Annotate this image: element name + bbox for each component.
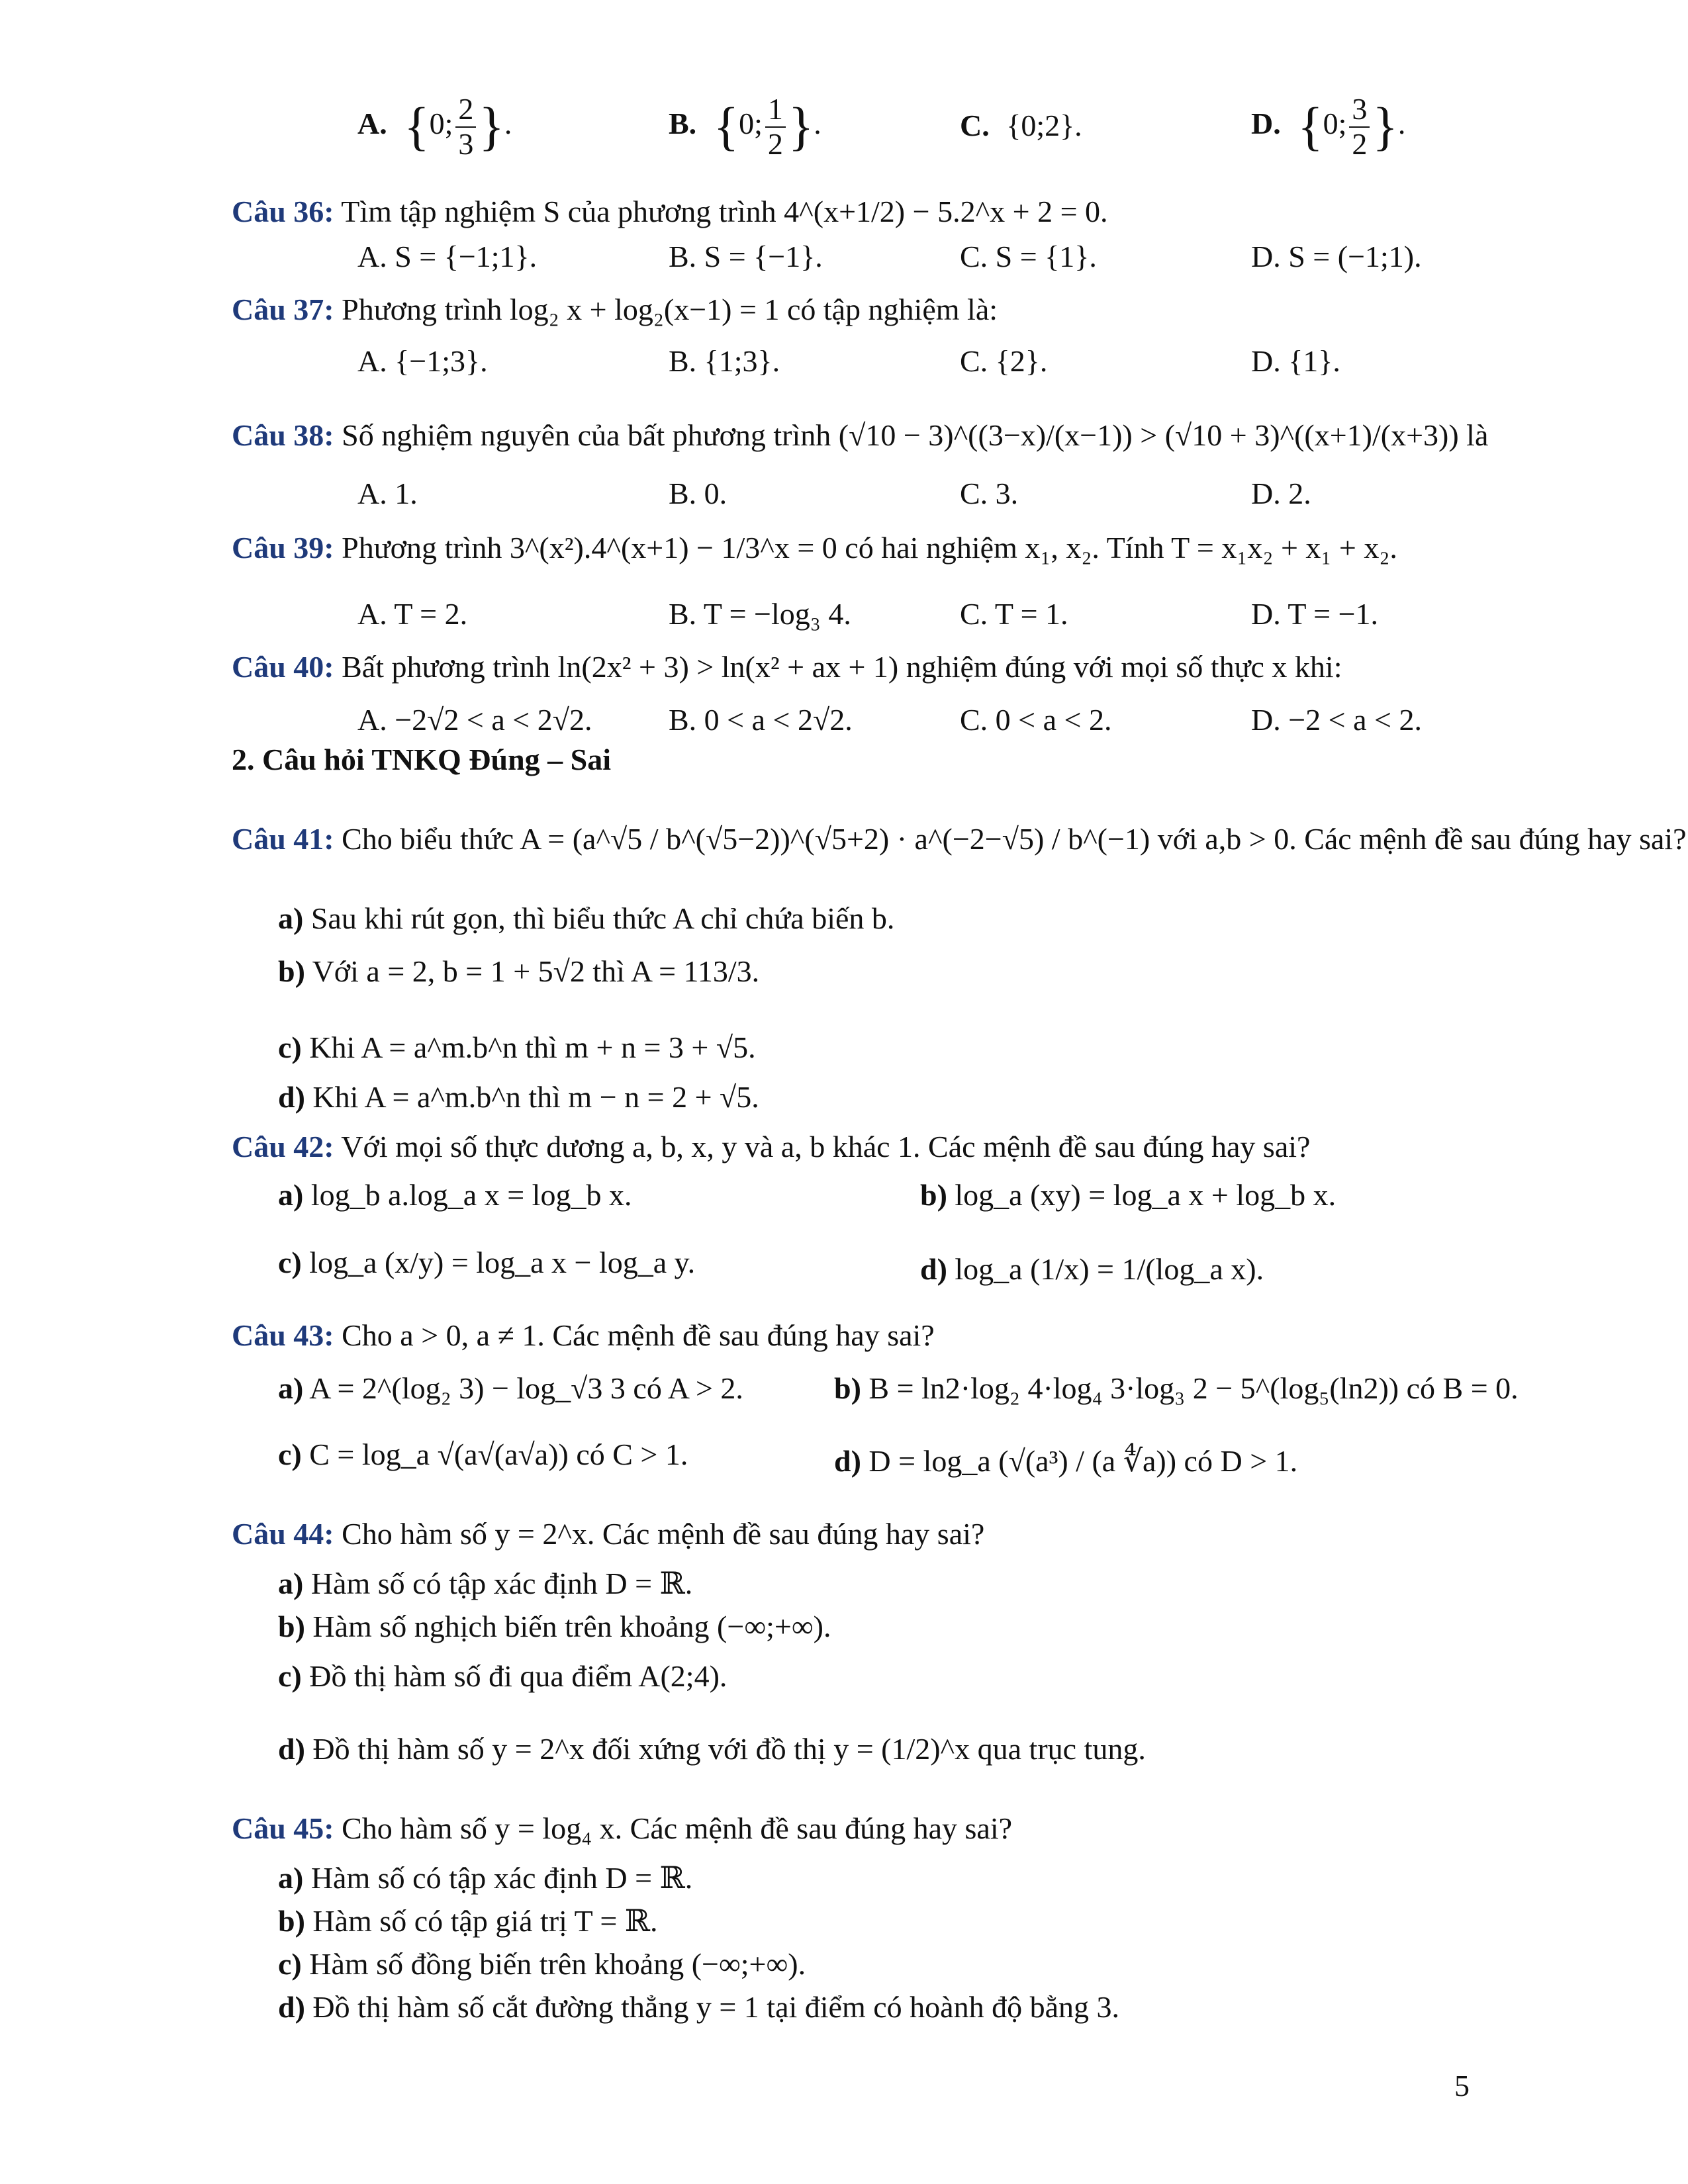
q37-option-b: B. {1;3}.: [669, 344, 780, 378]
q43-c-label: c): [278, 1437, 302, 1471]
q35-a-letter: A.: [357, 107, 387, 141]
q45-statement-d: Đồ thị hàm số cắt đường thẳng y = 1 tại điểm có hoành độ bằng 3.: [312, 1990, 1120, 2024]
q39-option-b: B. T = −log₃ 4.: [669, 597, 851, 631]
q44-c-label: c): [278, 1659, 302, 1693]
q43-b-label: b): [834, 1371, 861, 1405]
q35-options: [357, 93, 512, 161]
q37-option-d: D. {1}.: [1251, 344, 1340, 378]
q40-option-c: C. 0 < a < 2.: [960, 703, 1112, 737]
q44-statement-d: Đồ thị hàm số y = 2^x đối xứng với đồ thị y = (1/2)^x qua trục tung.: [312, 1732, 1146, 1766]
q36-option-c: C. S = {1}.: [960, 240, 1097, 273]
q38-option-a: A. 1.: [357, 477, 418, 510]
q41-statement-c: Khi A = a^m.b^n thì m + n = 3 + √5.: [309, 1030, 756, 1064]
q45-a-label: a): [278, 1861, 304, 1895]
q38-label: Câu 38:: [232, 418, 334, 452]
q43-statement-b: B = ln2·log₂ 4·log₄ 3·log₃ 2 − 5^(log₅(ln2)) có B = 0.: [868, 1371, 1519, 1405]
q38-option-d: D. 2.: [1251, 477, 1311, 510]
q42-c-label: c): [278, 1246, 302, 1279]
q43-a-label: a): [278, 1371, 304, 1405]
q39-option-a: A. T = 2.: [357, 597, 468, 631]
q45-label: Câu 45:: [232, 1811, 334, 1845]
q36-option-d: D. S = (−1;1).: [1251, 240, 1422, 273]
q41-stem: [232, 821, 1687, 857]
q41-statement-b: Với a = 2, b = 1 + 5√2 thì A = 113/3.: [312, 954, 760, 988]
q42-statement-b: log_a (xy) = log_a x + log_b x.: [955, 1178, 1336, 1212]
q42-statement-a: log_b a.log_a x = log_b x.: [310, 1178, 632, 1212]
q40-option-d: D. −2 < a < 2.: [1251, 703, 1422, 737]
q35-d-letter: D.: [1251, 107, 1281, 141]
q42-stem: [232, 1128, 1310, 1165]
q36-option-b: B. S = {−1}.: [669, 240, 823, 273]
q39-label: Câu 39:: [232, 531, 334, 565]
q39-option-c: C. T = 1.: [960, 597, 1068, 631]
q38-option-b: B. 0.: [669, 477, 727, 510]
q45-stem: [232, 1810, 1012, 1846]
q43-stem: [232, 1317, 935, 1353]
q43-d-label: d): [834, 1444, 861, 1478]
q44-b-label: b): [278, 1610, 305, 1643]
q35-b-letter: B.: [669, 107, 697, 141]
q37-label: Câu 37:: [232, 293, 334, 326]
q42-statement-c: log_a (x/y) = log_a x − log_a y.: [309, 1246, 696, 1279]
q35-d-value: {0; $\frac{3}{2}$ }.: [1297, 92, 1406, 161]
q36-text: Tìm tập nghiệm S của phương trình 4^(x+1/2) − 5.2^x + 2 = 0.: [341, 195, 1108, 228]
q41-b-label: b): [278, 954, 305, 988]
q38-text: Số nghiệm nguyên của bất phương trình (√10 − 3)^((3−x)/(x−1)) > (√10 + 3)^((x+1)/(x+3)) là: [342, 418, 1489, 452]
q44-statement-c: Đồ thị hàm số đi qua điểm A(2;4).: [309, 1659, 727, 1693]
q42-a-label: a): [278, 1178, 304, 1212]
page-number: 5: [1454, 2069, 1470, 2103]
q40-text: Bất phương trình ln(2x² + 3) > ln(x² + ax + 1) nghiệm đúng với mọi số thực x khi:: [342, 650, 1342, 684]
q41-a-label: a): [278, 901, 304, 935]
q41-label: Câu 41:: [232, 822, 334, 856]
q35-c-letter: C.: [960, 109, 990, 142]
q37-text: Phương trình log₂ x + log₂(x−1) = 1 có tập nghiệm là:: [342, 293, 998, 326]
q40-label: Câu 40:: [232, 650, 334, 684]
q44-d-label: d): [278, 1732, 305, 1766]
q44-label: Câu 44:: [232, 1517, 334, 1551]
q39-option-d: D. T = −1.: [1251, 597, 1379, 631]
q35-a-value: {0; $\frac{2}{3}$ }.: [404, 92, 512, 161]
q44-a-label: a): [278, 1567, 304, 1600]
section-heading: 2. Câu hỏi TNKQ Đúng – Sai: [232, 743, 612, 776]
q44-statement-b: Hàm số nghịch biến trên khoảng (−∞;+∞).: [312, 1610, 831, 1643]
q43-label: Câu 43:: [232, 1318, 334, 1352]
q44-text: Cho hàm số y = 2^x. Các mệnh đề sau đúng hay sai?: [342, 1517, 985, 1551]
q35-c-value: {0;2}.: [1006, 109, 1082, 142]
q45-d-label: d): [278, 1990, 305, 2024]
q44-stem: [232, 1516, 984, 1552]
q37-option-c: C. {2}.: [960, 344, 1048, 378]
q40-option-a: A. −2√2 < a < 2√2.: [357, 703, 592, 737]
q42-text: Với mọi số thực dương a, b, x, y và a, b khác 1. Các mệnh đề sau đúng hay sai?: [341, 1130, 1311, 1163]
q36-stem: [232, 193, 1108, 230]
q44-statement-a: Hàm số có tập xác định D = ℝ.: [310, 1567, 693, 1600]
q45-statement-a: Hàm số có tập xác định D = ℝ.: [310, 1861, 693, 1895]
q45-text: Cho hàm số y = log₄ x. Các mệnh đề sau đúng hay sai?: [342, 1811, 1013, 1845]
q42-statement-d: log_a (1/x) = 1/(log_a x).: [955, 1252, 1264, 1286]
q42-label: Câu 42:: [232, 1130, 334, 1163]
q43-statement-c: C = log_a √(a√(a√a)) có C > 1.: [309, 1437, 688, 1471]
q42-d-label: d): [920, 1252, 947, 1286]
q45-statement-b: Hàm số có tập giá trị T = ℝ.: [312, 1904, 658, 1938]
q37-option-a: A. {−1;3}.: [357, 344, 488, 378]
q35-b-value: {0; $\frac{1}{2}$ }.: [713, 92, 821, 161]
q40-option-b: B. 0 < a < 2√2.: [669, 703, 853, 737]
q36-option-a: A. S = {−1;1}.: [357, 240, 538, 273]
q43-text: Cho a > 0, a ≠ 1. Các mệnh đề sau đúng hay sai?: [342, 1318, 935, 1352]
q43-statement-a: A = 2^(log₂ 3) − log_√3 3 có A > 2.: [309, 1371, 743, 1405]
q45-statement-c: Hàm số đồng biến trên khoảng (−∞;+∞).: [309, 1947, 806, 1981]
q37-stem: [232, 291, 998, 328]
q40-stem: [232, 649, 1342, 685]
q41-statement-a: Sau khi rút gọn, thì biểu thức A chỉ chứa biến b.: [310, 901, 895, 935]
q39-stem: [232, 529, 1397, 566]
q45-b-label: b): [278, 1904, 305, 1938]
q41-d-label: d): [278, 1080, 305, 1114]
q39-text: Phương trình 3^(x²).4^(x+1) − 1/3^x = 0 có hai nghiệm x₁, x₂. Tính T = x₁x₂ + x₁ + x₂.: [342, 531, 1397, 565]
q41-text: Cho biểu thức A = (a^√5 / b^(√5−2))^(√5+2) · a^(−2−√5) / b^(−1) với a,b > 0. Các mệnh đề sau đúng hay sai?: [342, 822, 1687, 856]
q38-stem: [232, 417, 1488, 453]
q42-b-label: b): [920, 1178, 947, 1212]
q38-option-c: C. 3.: [960, 477, 1019, 510]
q41-c-label: c): [278, 1030, 302, 1064]
q43-statement-d: D = log_a (√(a³) / (a ∜a)) có D > 1.: [868, 1444, 1298, 1478]
q41-statement-d: Khi A = a^m.b^n thì m − n = 2 + √5.: [312, 1080, 759, 1114]
q45-c-label: c): [278, 1947, 302, 1981]
q36-label: Câu 36:: [232, 195, 334, 228]
